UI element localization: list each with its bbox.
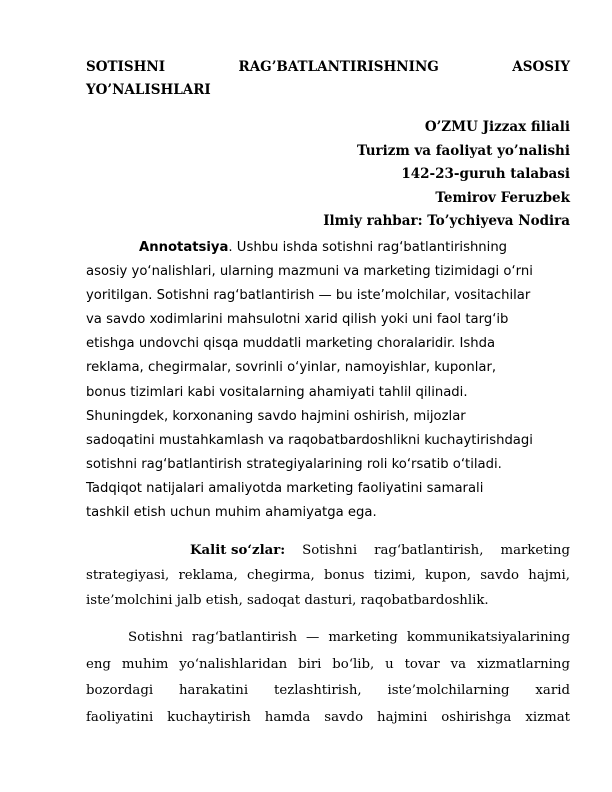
abstract-line: tashkil etish uchun muhim ahamiyatga ega.: [86, 505, 377, 521]
author-group: 142-23-guruh talabasi: [401, 166, 570, 182]
keywords-paragraph: [86, 538, 570, 613]
abstract-line: Tadqiqot natijalari amaliyotda marketing faoliyatini samarali: [86, 480, 484, 496]
author-block: [323, 116, 570, 234]
body-line: bozordagi harakatini tezlashtirish, iste’molchilarning xarid: [86, 683, 570, 698]
body-line: Sotishni rag‘batlantirish — marketing kommunikatsiyalarining: [128, 630, 570, 645]
keywords-heading: Kalit so‘zlar:: [190, 543, 286, 558]
abstract-heading: Annotatsiya: [139, 240, 229, 255]
paper-title-line1: [86, 56, 570, 79]
author-supervisor: Ilmiy rahbar: To’ychiyeva Nodira: [323, 213, 570, 229]
abstract-paragraph: [86, 236, 570, 525]
paper-title-line2: YO’NALISHLARI: [86, 82, 211, 98]
abstract-line: sotishni rag‘batlantirish strategiyalarining roli ko‘rsatib o‘tiladi.: [86, 456, 502, 472]
abstract-line: bonus tizimlari kabi vositalarning ahamiyati tahlil qilinadi.: [86, 384, 468, 400]
abstract-line: Annotatsiya. Ushbu ishda sotishni rag‘batlantirishning: [139, 240, 508, 255]
body-line: faoliyatini kuchaytirish hamda savdo hajmini oshirishga xizmat: [86, 709, 570, 725]
author-institution: O’ZMU Jizzax filiali: [424, 119, 570, 135]
keywords-line: iste’molchini jalb etish, sadoqat dasturi, raqobatbardoshlik.: [86, 593, 489, 608]
title-word: SOTISHNI: [86, 59, 166, 75]
abstract-line: asosiy yo‘nalishlari, ularning mazmuni va marketing tizimidagi o‘rni: [86, 264, 533, 280]
author-name: Temirov Feruzbek: [435, 189, 570, 206]
body-paragraph: [86, 625, 570, 731]
title-word: RAG’BATLANTIRISHNING: [238, 59, 439, 75]
abstract-line: va savdo xodimlarini mahsulotni xarid qilish yoki uni faol targ‘ib: [86, 312, 509, 328]
abstract-line: sadoqatini mustahkamlash va raqobatbardoshlikni kuchaytirishdagi: [86, 432, 533, 448]
abstract-line: etishga undovchi qisqa muddatli marketing choralaridir. Ishda: [86, 336, 496, 352]
author-department: Turizm va faoliyat yo’nalishi: [356, 142, 570, 159]
abstract-line: Shuningdek, korxonaning savdo hajmini oshirish, mijozlar: [86, 408, 466, 424]
body-line: eng muhim yo‘nalishlaridan biri bo‘lib, u tovar va xizmatlarning: [86, 656, 570, 672]
title-word: ASOSIY: [512, 59, 570, 75]
abstract-line: reklama, chegirmalar, sovrinli o‘yinlar, namoyishlar, kuponlar,: [86, 360, 497, 376]
keywords-line: Kalit so‘zlar: Sotishni rag‘batlantirish, marketing: [86, 538, 570, 563]
keywords-line: strategiyasi, reklama, chegirma, bonus tizimi, kupon, savdo hajmi,: [86, 568, 570, 583]
abstract-line: yoritilgan. Sotishni rag‘batlantirish — bu iste’molchilar, vositachilar: [86, 288, 531, 304]
